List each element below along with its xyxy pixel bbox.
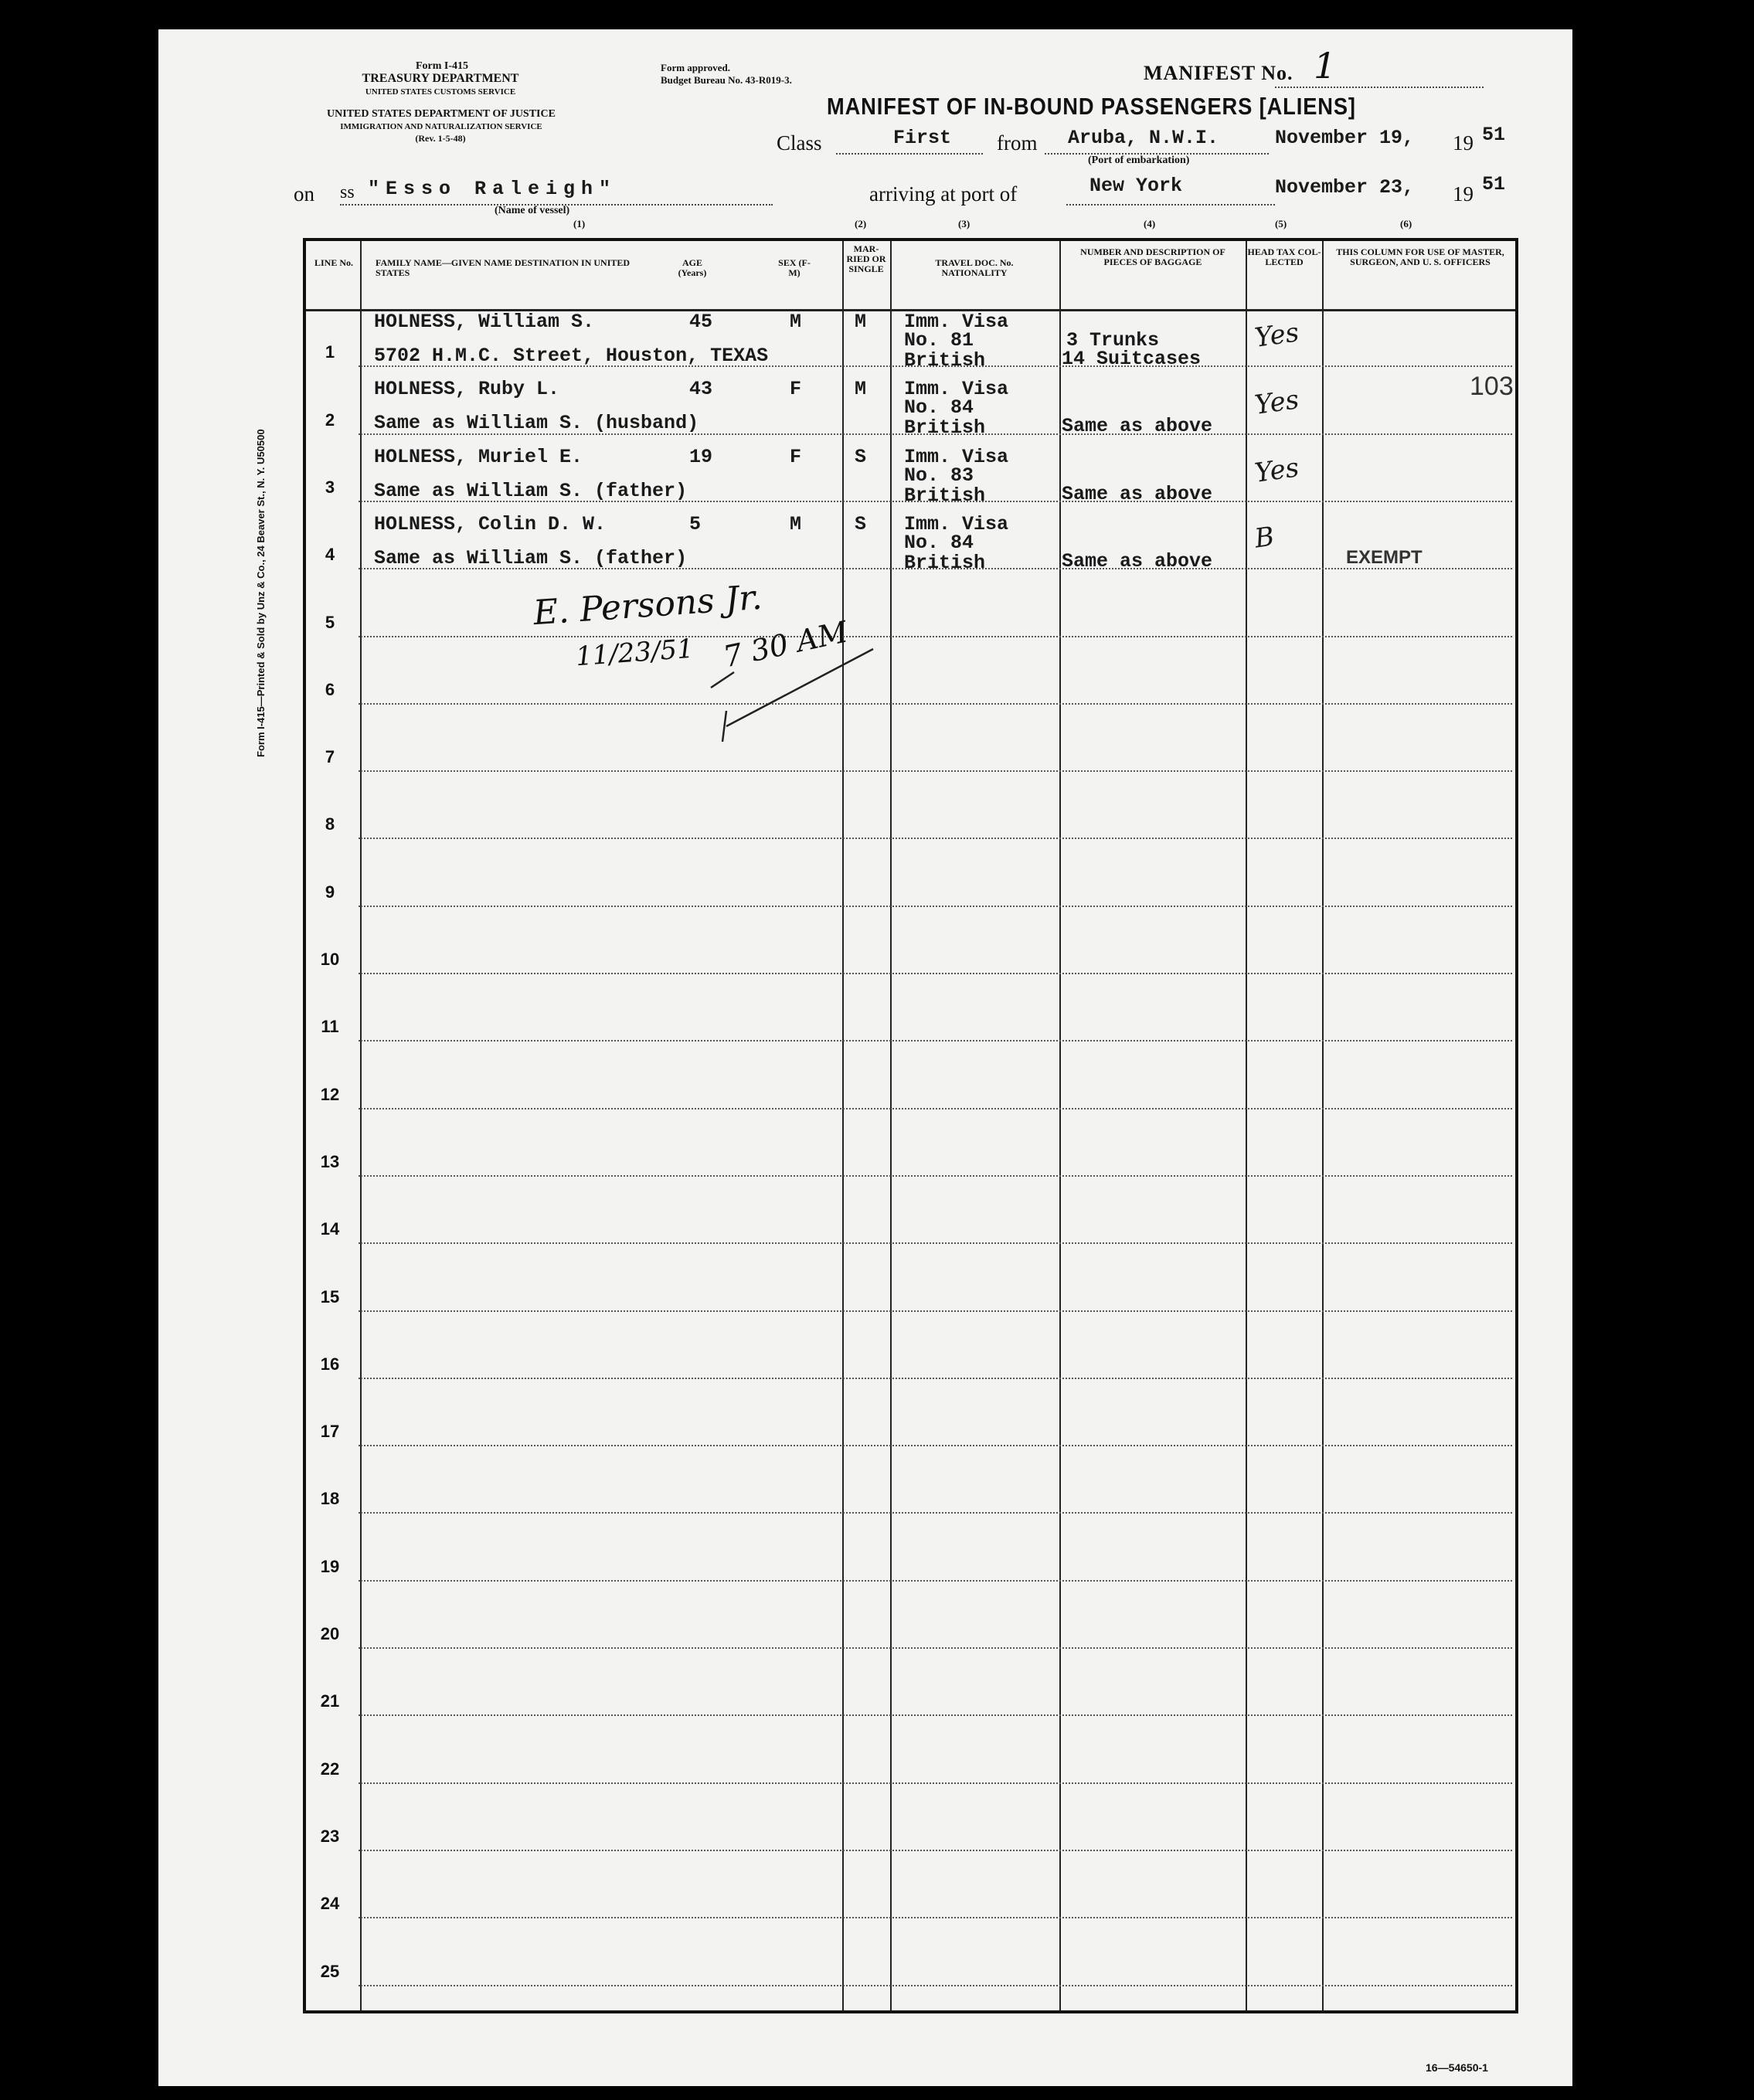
passenger-marital: M — [855, 378, 867, 401]
arriving-label: arriving at port of — [869, 182, 1018, 206]
passenger-destination: 5702 H.M.C. Street, Houston, TEXAS — [374, 345, 769, 367]
line-number: 12 — [320, 1084, 340, 1104]
side-print: Form I-415—Printed & Sold by Unz & Co., 24 Beaver St., N. Y. U50500 — [255, 429, 267, 757]
line-number: 8 — [325, 814, 335, 834]
row-rule — [359, 1108, 1512, 1109]
arrival-year-prefix: 19 — [1453, 182, 1474, 206]
depart-date: November 19, — [1275, 127, 1415, 149]
class-field — [836, 127, 983, 155]
line-number: 24 — [320, 1894, 340, 1914]
row-rule — [359, 703, 1512, 705]
col-baggage: NUMBER AND DESCRIPTION OF PIECES OF BAGGAGE — [1080, 246, 1225, 267]
inspector-stroke — [680, 641, 881, 780]
line-number: 25 — [320, 1961, 340, 1981]
col-num-4: (4) — [1144, 218, 1156, 229]
col-married: MAR-RIED OR SINGLE — [846, 243, 886, 274]
col-num-1: (1) — [573, 218, 586, 229]
arrival-year: 51 — [1482, 173, 1506, 195]
from-label: from — [997, 131, 1038, 155]
travel-doc-number: No. 84 — [904, 396, 974, 420]
vessel-name: "Esso Raleigh" — [368, 178, 617, 200]
baggage-line-1: 3 Trunks — [1066, 329, 1160, 352]
arrival-port-field — [1066, 175, 1275, 206]
line-number: 22 — [320, 1758, 340, 1779]
from-field — [1045, 127, 1269, 155]
passenger-name: HOLNESS, William S. — [374, 311, 595, 333]
line-number: 15 — [320, 1286, 340, 1307]
baggage-line-2: 14 Suitcases — [1062, 348, 1202, 370]
line-number: 3 — [325, 477, 335, 497]
inspection-date: 11/23/51 — [574, 633, 695, 673]
travel-doc: Imm. Visa — [904, 378, 1009, 401]
row-rule — [359, 1445, 1512, 1446]
line-number: 7 — [325, 747, 335, 767]
col-divider — [890, 241, 892, 2010]
passenger-name: HOLNESS, Ruby L. — [374, 378, 560, 401]
row-rule — [359, 1310, 1512, 1312]
inspection-time: 7 30 AM — [720, 614, 851, 675]
col-divider — [1059, 241, 1061, 2010]
passenger-marital: M — [855, 311, 867, 333]
line-number: 10 — [320, 950, 340, 969]
passenger-destination: Same as William S. (father) — [374, 546, 688, 569]
col-name: FAMILY NAME—GIVEN NAME DESTINATION IN UNITED STATES — [376, 257, 631, 278]
passenger-destination: Same as William S. (father) — [374, 479, 688, 502]
line-number: 1 — [325, 342, 335, 362]
passenger-sex: F — [790, 378, 802, 401]
col-num-2: (2) — [855, 218, 867, 229]
row-rule — [359, 1647, 1512, 1649]
class-value: First — [893, 127, 952, 149]
row-rule — [359, 1917, 1512, 1918]
col-sex: SEX (F-M) — [778, 257, 811, 278]
budget-bureau: Budget Bureau No. 43-R019-3. — [661, 74, 792, 86]
baggage-line-2: Same as above — [1062, 482, 1213, 505]
justice-dept: UNITED STATES DEPARTMENT OF JUSTICE — [327, 108, 556, 120]
passenger-marital: S — [855, 512, 867, 535]
col-num-5: (5) — [1275, 218, 1287, 229]
row-rule — [359, 1580, 1512, 1582]
line-number: 6 — [325, 679, 335, 699]
col-divider — [842, 241, 844, 2010]
passenger-sex: M — [790, 512, 802, 535]
col-divider — [360, 241, 362, 2010]
nationality: British — [904, 484, 986, 507]
manifest-label: MANIFEST No. — [1144, 62, 1293, 84]
nationality: British — [904, 416, 986, 440]
line-number: 5 — [325, 612, 335, 632]
vessel-field — [340, 178, 773, 206]
customs-service: UNITED STATES CUSTOMS SERVICE — [365, 87, 516, 97]
passenger-name: HOLNESS, Colin D. W. — [374, 512, 607, 535]
row-rule — [359, 1040, 1512, 1042]
row-rule — [359, 1985, 1512, 1986]
col-headtax: HEAD TAX COL-LECTED — [1247, 246, 1321, 267]
passenger-age: 19 — [689, 445, 713, 468]
row-rule — [359, 1850, 1512, 1851]
row-rule — [359, 1378, 1512, 1379]
line-number: 14 — [320, 1219, 340, 1239]
col-travel: TRAVEL DOC. No. NATIONALITY — [935, 257, 1014, 278]
manifest-number: 1 — [1314, 45, 1337, 87]
depart-year-prefix: 19 — [1453, 131, 1474, 155]
from-value: Aruba, N.W.I. — [1068, 127, 1219, 149]
row-rule — [359, 1512, 1512, 1514]
baggage-line-2: Same as above — [1062, 549, 1213, 573]
line-number: 13 — [320, 1151, 340, 1171]
line-number: 20 — [320, 1624, 340, 1643]
col-divider — [1322, 241, 1324, 2010]
class-label: Class — [777, 131, 822, 155]
row-rule — [359, 838, 1512, 839]
form-number: Form I-415 — [415, 60, 469, 72]
passenger-destination: Same as William S. (husband) — [374, 412, 699, 435]
passenger-name: HOLNESS, Muriel E. — [374, 445, 583, 468]
row-rule — [359, 906, 1512, 907]
inspector-signature: E. Persons Jr. — [532, 577, 764, 634]
col-line-no: LINE No. — [314, 257, 353, 268]
ss-label: ss — [340, 182, 355, 202]
passenger-age: 45 — [689, 311, 713, 333]
row-rule — [359, 1782, 1512, 1784]
form-approved: Form approved. — [661, 62, 731, 73]
travel-doc: Imm. Visa — [904, 512, 1009, 535]
col-age: AGE (Years) — [678, 257, 707, 278]
head-tax: B — [1253, 521, 1276, 555]
passenger-marital: S — [855, 445, 867, 468]
line-number: 23 — [320, 1826, 340, 1846]
line-number: 21 — [320, 1691, 340, 1711]
head-tax: Yes — [1253, 384, 1301, 422]
line-number: 17 — [320, 1422, 340, 1442]
line-number: 4 — [325, 545, 335, 565]
passenger-age: 5 — [689, 512, 702, 535]
arrival-date: November 23, — [1275, 176, 1415, 199]
manifest-number-field — [1275, 45, 1484, 88]
row-rule — [359, 636, 1512, 637]
on-label: on — [294, 182, 314, 206]
footer-code: 16—54650-1 — [1426, 2061, 1488, 2074]
col-num-3: (3) — [958, 218, 970, 229]
officer-note: 103 — [1470, 372, 1514, 402]
travel-doc-number: No. 81 — [904, 329, 974, 352]
vessel-note: (Name of vessel) — [495, 205, 570, 216]
treasury-dept: TREASURY DEPARTMENT — [362, 72, 519, 85]
passenger-sex: M — [790, 311, 802, 333]
line-number: 11 — [321, 1017, 339, 1037]
depart-year: 51 — [1482, 124, 1506, 146]
head-tax: Yes — [1253, 451, 1301, 489]
row-rule — [359, 1175, 1512, 1177]
travel-doc-number: No. 84 — [904, 531, 974, 554]
head-tax: Yes — [1253, 317, 1301, 354]
travel-doc: Imm. Visa — [904, 311, 1009, 333]
officer-note: EXEMPT — [1346, 546, 1423, 568]
line-number: 19 — [320, 1556, 340, 1576]
col-officers: THIS COLUMN FOR USE OF MASTER, SURGEON, AND U. S. OFFICERS — [1336, 246, 1504, 267]
col-divider — [1246, 241, 1247, 2010]
col-num-6: (6) — [1400, 218, 1412, 229]
passenger-sex: F — [790, 445, 802, 468]
embarkation-note: (Port of embarkation) — [1088, 155, 1190, 166]
row-rule — [359, 973, 1512, 974]
manifest-title: MANIFEST OF IN-BOUND PASSENGERS [ALIENS] — [827, 93, 1356, 120]
line-number: 18 — [320, 1489, 340, 1509]
row-rule — [359, 1714, 1512, 1716]
travel-doc-number: No. 83 — [904, 464, 974, 487]
line-number: 9 — [325, 882, 335, 902]
nationality: British — [904, 551, 986, 574]
line-number: 2 — [325, 409, 335, 430]
line-number: 16 — [320, 1354, 340, 1374]
ins-service: IMMIGRATION AND NATURALIZATION SERVICE — [340, 122, 542, 131]
nationality: British — [904, 349, 986, 372]
revision: (Rev. 1-5-48) — [415, 133, 466, 144]
baggage-line-2: Same as above — [1062, 415, 1213, 438]
row-rule — [359, 1242, 1512, 1244]
travel-doc: Imm. Visa — [904, 445, 1009, 468]
arrival-port: New York — [1089, 175, 1183, 197]
passenger-age: 43 — [689, 378, 713, 401]
row-rule — [359, 770, 1512, 772]
